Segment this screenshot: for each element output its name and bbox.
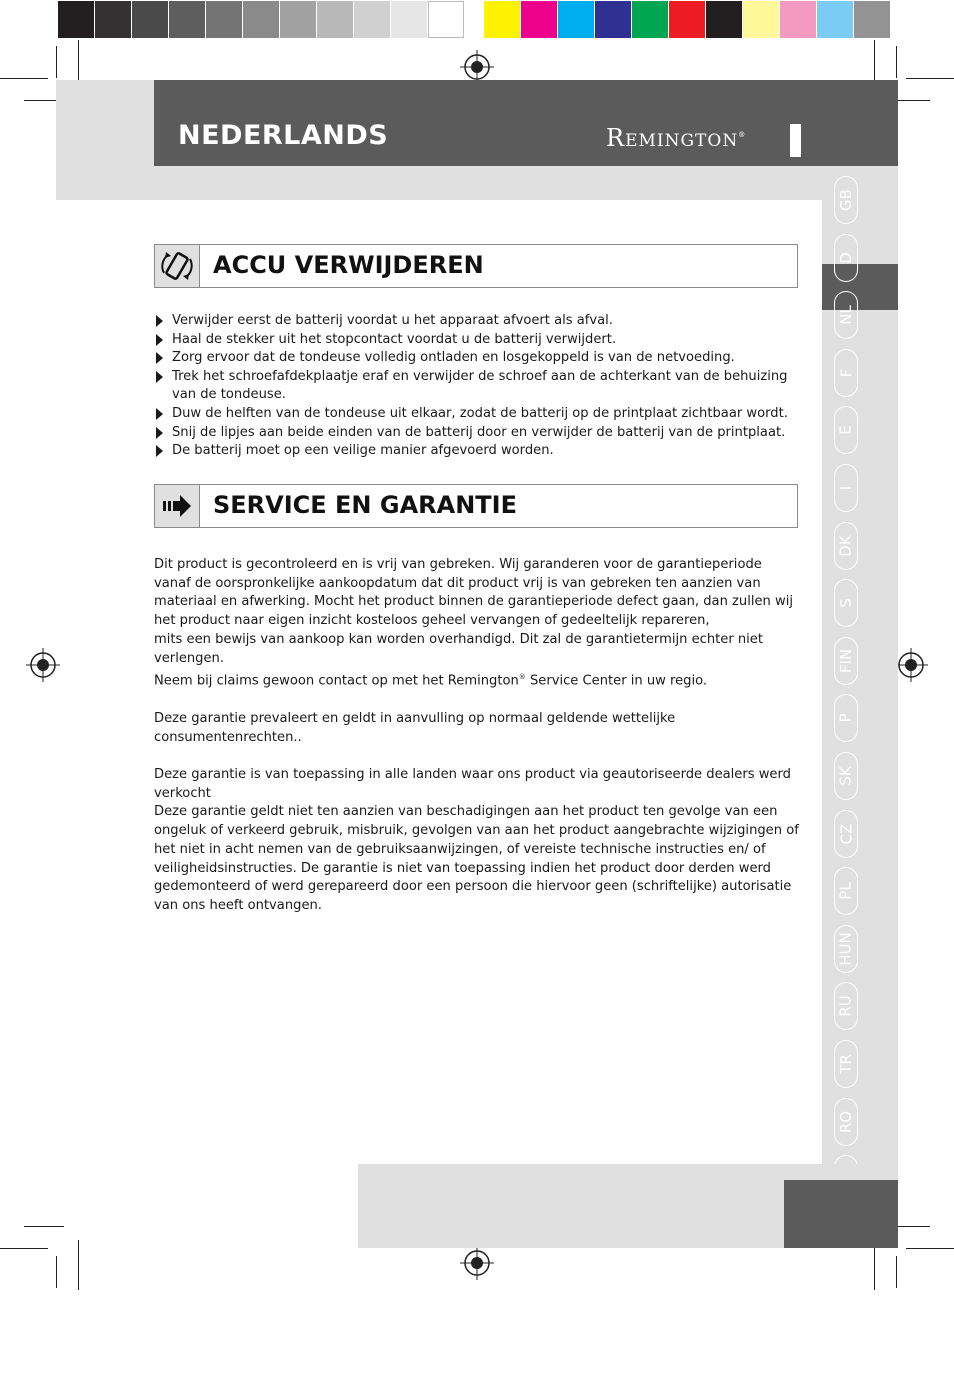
calibration-swatch — [632, 1, 668, 38]
crop-mark — [56, 46, 57, 78]
grayscale-calibration-bar — [58, 1, 465, 38]
list-item: De batterij moet op een veilige manier afgevoerd worden. — [154, 442, 804, 461]
list-item: Duw de helften van de tondeuse uit elkaar, zodat de batterij op de printplaat zichtbaar wordt. — [154, 405, 804, 424]
crop-mark — [896, 1256, 897, 1288]
language-tab-nl[interactable]: NL — [834, 291, 858, 339]
calibration-swatch — [243, 1, 279, 38]
language-tab-fin[interactable]: FIN — [834, 637, 858, 685]
brand-name: Remington — [606, 124, 739, 152]
calibration-swatch — [317, 1, 353, 38]
calibration-swatch — [95, 1, 131, 38]
calibration-swatch — [206, 1, 242, 38]
page-number-box — [784, 1180, 898, 1248]
calibration-swatch — [132, 1, 168, 38]
registration-mark-icon — [26, 648, 60, 682]
calibration-swatch — [484, 1, 520, 38]
list-item: Verwijder eerst de batterij voordat u het apparaat afvoert als afval. — [154, 312, 804, 331]
calibration-swatch — [595, 1, 631, 38]
warranty-text — [154, 556, 802, 916]
language-tab-ru[interactable]: RU — [834, 982, 858, 1030]
crop-mark — [24, 1226, 64, 1227]
calibration-swatch — [280, 1, 316, 38]
language-tab-sk[interactable]: SK — [834, 752, 858, 800]
calibration-swatch — [428, 1, 464, 38]
arrow-right-icon — [155, 485, 200, 527]
calibration-swatch — [854, 1, 890, 38]
language-tab-pl[interactable]: PL — [834, 867, 858, 915]
crop-mark — [906, 78, 954, 79]
language-tab-p[interactable]: P — [834, 694, 858, 742]
calibration-swatch — [354, 1, 390, 38]
language-tab-dk[interactable]: DK — [834, 522, 858, 570]
crop-mark — [56, 1256, 57, 1288]
recycle-battery-icon — [155, 245, 200, 287]
paragraph: Neem bij claims gewoon contact op met het Remington® Service Center in uw regio. — [154, 673, 708, 689]
calibration-swatch — [58, 1, 94, 38]
crop-mark — [0, 78, 48, 79]
section-header-battery — [154, 244, 798, 288]
language-tab-ae[interactable]: AE — [834, 1328, 858, 1376]
battery-removal-list — [154, 312, 804, 461]
registration-mark-icon — [894, 648, 928, 682]
crop-mark — [78, 1240, 79, 1290]
crop-mark — [896, 46, 897, 78]
language-tab-tr[interactable]: TR — [834, 1040, 858, 1088]
section-header-service — [154, 484, 798, 528]
paragraph: Deze garantie geldt niet ten aanzien van beschadigingen aan het product ten gevolge van een ongeluk of verkeerd gebruik, misbruik, gevolgen van aan het product aangebrachte wijzigingen of het niet in acht nemen van de gebruiksaanwijzingen, of vereiste technische instructies en/ of veiligheidsinstructies. De garantie is niet van toepassing indien het product door derden werd gedemonteerd of werd gerepareerd door een persoon die hiervoor geen (schriftelijke) autorisatie van ons heeft ontvangen. — [154, 804, 799, 913]
page-title: NEDERLANDS — [178, 120, 389, 151]
language-tab-e[interactable]: E — [834, 406, 858, 454]
language-tab-d[interactable]: D — [834, 234, 858, 282]
paragraph: mits een bewijs van aankoop kan worden overhandigd. Dit zal de garantietermijn echter niet verlengen. — [154, 631, 763, 666]
section-title: ACCU VERWIJDEREN — [213, 251, 484, 279]
calibration-swatch — [780, 1, 816, 38]
list-item: Trek het schroefafdekplaatje eraf en verwijder de schroef aan de achterkant van de behuizing van de tondeuse. — [154, 368, 804, 405]
list-item: Snij de lipjes aan beide einden van de batterij door en verwijder de batterij van de printplaat. — [154, 424, 804, 443]
calibration-swatch — [391, 1, 427, 38]
paragraph: Deze garantie prevaleert en geldt in aanvulling op normaal geldende wettelijke consumentenrechten.. — [154, 710, 676, 745]
calibration-swatch — [558, 1, 594, 38]
language-tab-hrsrb[interactable]: HR/ SRB — [834, 1270, 858, 1318]
language-tab-cz[interactable]: CZ — [834, 810, 858, 858]
language-tab-hun[interactable]: HUN — [834, 925, 858, 973]
language-tab-gb[interactable]: GB — [834, 176, 858, 224]
brand-logo — [606, 124, 746, 152]
brand-bar — [790, 124, 801, 157]
language-tab-f[interactable]: F — [834, 349, 858, 397]
language-tab-i[interactable]: I — [834, 464, 858, 512]
crop-mark — [906, 1248, 954, 1249]
crop-mark — [0, 1248, 48, 1249]
registration-mark-icon — [460, 50, 494, 84]
brand-mark: ® — [738, 131, 747, 139]
color-calibration-bar — [484, 1, 891, 38]
paragraph: Dit product is gecontroleerd en is vrij van gebreken. Wij garanderen voor de garantieperiode vanaf de oorspronkelijke aankoopdatum dat dit product vrij is van gebreken ten aanzien van materiaal en afwerking. Mocht het product binnen de garantieperiode defect gaan, dan zullen wij het product naar eigen inzicht kosteloos geheel vervangen of gedeeltelijk repareren, — [154, 557, 793, 629]
calibration-swatch — [521, 1, 557, 38]
language-tab-ro[interactable]: RO — [834, 1098, 858, 1146]
registration-mark-icon — [460, 1246, 494, 1280]
calibration-swatch — [669, 1, 705, 38]
calibration-swatch — [743, 1, 779, 38]
paragraph: Deze garantie is van toepassing in alle landen waar ons product via geautoriseerde dealers werd verkocht — [154, 767, 791, 801]
section-title: SERVICE EN GARANTIE — [213, 491, 517, 519]
list-item: Zorg ervoor dat de tondeuse volledig ontladen en losgekoppeld is van de netvoeding. — [154, 349, 804, 368]
language-tab-s[interactable]: S — [834, 579, 858, 627]
calibration-swatch — [706, 1, 742, 38]
list-item: Haal de stekker uit het stopcontact voordat u de batterij verwijdert. — [154, 331, 804, 350]
calibration-swatch — [817, 1, 853, 38]
calibration-swatch — [169, 1, 205, 38]
